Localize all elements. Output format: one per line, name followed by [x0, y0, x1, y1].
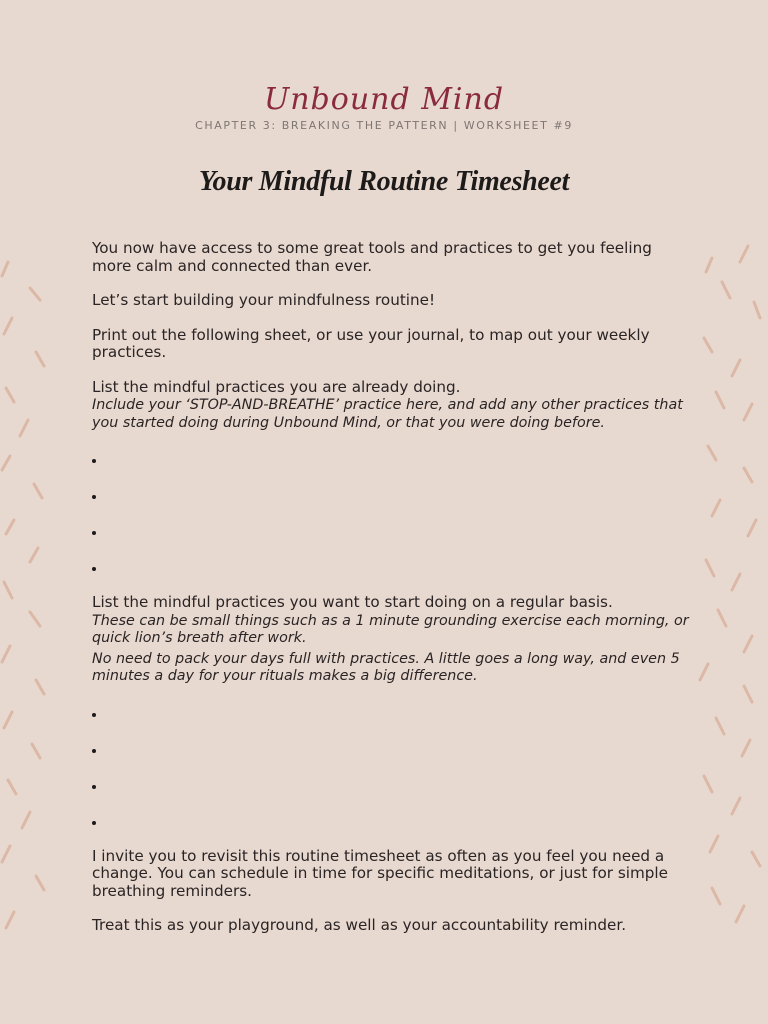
worksheet-body: [92, 240, 692, 935]
page-title: Your Mindful Routine Timesheet: [198, 166, 570, 197]
intro-paragraph-1: You now have access to some great tools and practices to get you feeling more calm and connected than ever.: [92, 239, 652, 275]
section2-bullet-list: [92, 694, 692, 838]
header: [0, 82, 768, 132]
intro-paragraph-2: Let’s start building your mindfulness routine!: [92, 291, 436, 309]
worksheet-subtitle: CHAPTER 3: BREAKING THE PATTERN | WORKSHEET #9: [195, 119, 573, 132]
list-item: [92, 512, 692, 548]
list-item: [92, 766, 692, 802]
section2-heading: List the mindful practices you want to start doing on a regular basis.: [92, 593, 613, 611]
list-item: [92, 802, 692, 838]
list-item: [92, 476, 692, 512]
outro-paragraph-2: Treat this as your playground, as well as your accountability reminder.: [92, 916, 627, 934]
outro-paragraph-1: I invite you to revisit this routine timesheet as often as you feel you need a change. You can schedule in time for specific meditations, or just for simple breathing reminders.: [92, 846, 668, 900]
section1-note: Include your ‘STOP-AND-BREATHE’ practice here, and add any other practices that you started doing during Unbound Mind, or that you were doing before.: [92, 397, 683, 431]
list-item: [92, 440, 692, 476]
section2-note-1: These can be small things such as a 1 minute grounding exercise each morning, or quick lion’s breath after work.: [92, 612, 689, 646]
list-item: [92, 548, 692, 584]
section1-heading: List the mindful practices you are already doing.: [92, 377, 461, 396]
brand-logo: Unbound Mind: [263, 82, 505, 117]
list-item: [92, 694, 692, 730]
intro-paragraph-3: Print out the following sheet, or use your journal, to map out your weekly practices.: [92, 325, 650, 361]
section1-bullet-list: [92, 440, 692, 584]
section2-note-2: No need to pack your days full with practices. A little goes a long way, and even 5 minutes a day for your rituals makes a big difference.: [92, 650, 680, 684]
list-item: [92, 730, 692, 766]
